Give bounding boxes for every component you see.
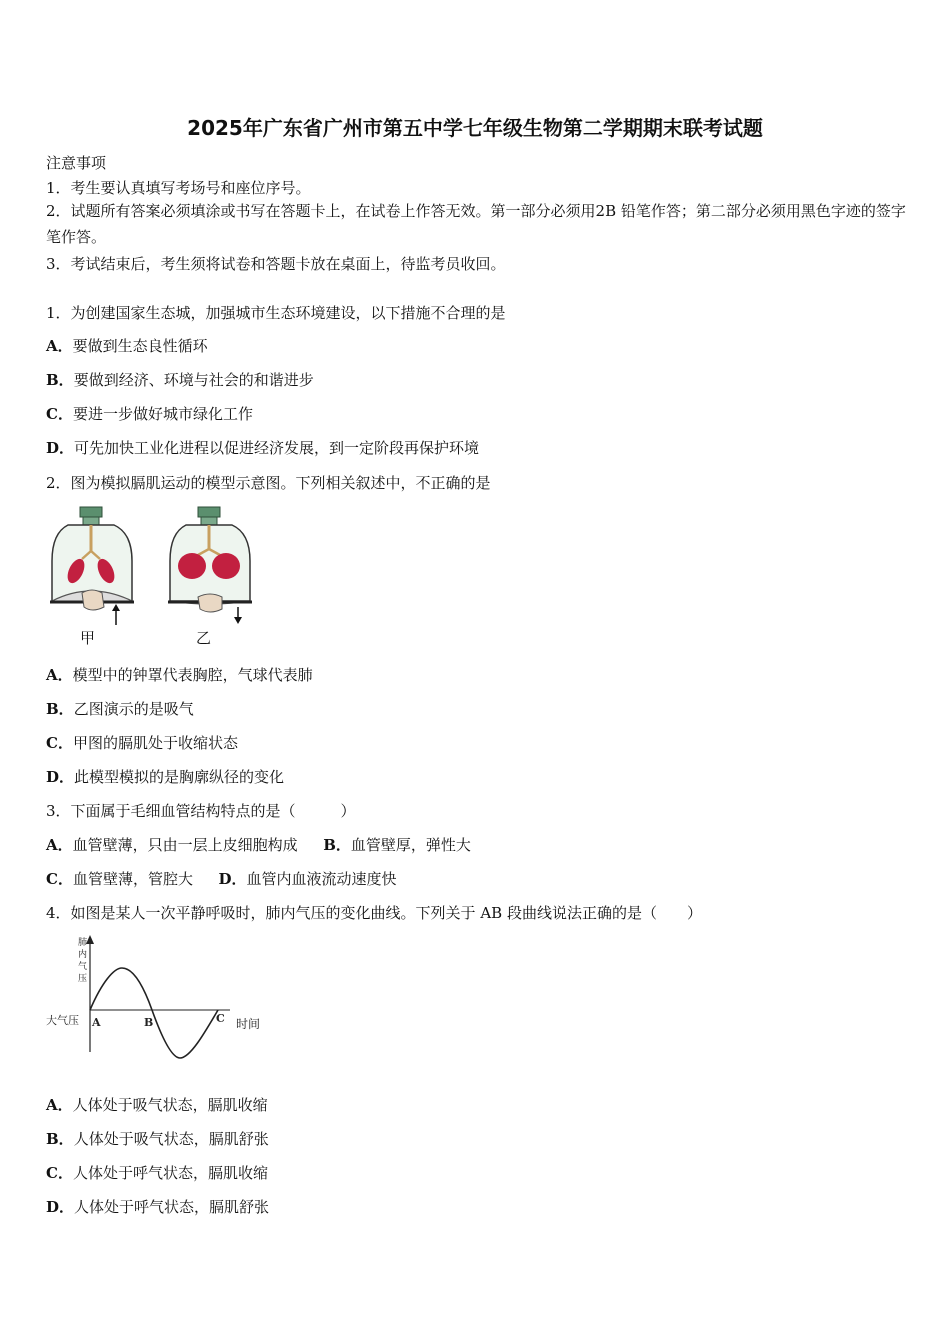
- page-title: 2025年广东省广州市第五中学七年级生物第二学期期末联考试题: [187, 116, 763, 140]
- q2-option-d: D．此模型模拟的是胸廓纵径的变化: [46, 768, 285, 786]
- q2-option-a: A．模型中的钟罩代表胸腔，气球代表肺: [46, 666, 313, 684]
- baseline-label: 大气压: [46, 1014, 79, 1027]
- q4-option-c: C．人体处于呼气状态，膈肌收缩: [46, 1164, 268, 1182]
- notice-heading: 注意事项: [46, 154, 107, 172]
- notice-item: 2．试题所有答案必须填涂或书写在答题卡上，在试卷上作答无效。第一部分必须用2B 铅笔作答；第二部分必须用黑色字迹的签字笔作答。: [46, 202, 906, 246]
- lung-pressure-chart: [40, 930, 270, 1065]
- point-b-label: B: [144, 1016, 154, 1029]
- x-axis-label: 时间: [236, 1017, 261, 1031]
- y-label-char: 内: [78, 950, 88, 960]
- q2-option-c: C．甲图的膈肌处于收缩状态: [46, 734, 238, 752]
- diaphragm-model-figure: [46, 503, 261, 653]
- question-4-stem: 4．如图是某人一次平静呼吸时，肺内气压的变化曲线。下列关于 AB 段曲线说法正确的是（ ）: [46, 904, 702, 922]
- bell-jar-yi: [168, 507, 252, 647]
- question-2-stem: 2．图为模拟膈肌运动的模型示意图。下列相关叙述中，不正确的是: [46, 474, 491, 492]
- y-label-char: 肺: [78, 938, 88, 948]
- notice-item: 3．考试结束后，考生须将试卷和答题卡放在桌面上，待监考员收回。: [46, 255, 506, 273]
- q4-option-d: D．人体处于呼气状态，膈肌舒张: [46, 1198, 270, 1216]
- q1-option-c: C．要进一步做好城市绿化工作: [46, 405, 253, 423]
- figure-label-yi: 乙: [196, 629, 212, 647]
- q1-option-b: B．要做到经济、环境与社会的和谐进步: [46, 371, 314, 389]
- point-c-label: C: [216, 1012, 225, 1025]
- q4-option-a: A．人体处于吸气状态，膈肌收缩: [46, 1096, 268, 1114]
- q2-option-b: B．乙图演示的是吸气: [46, 700, 194, 718]
- bell-jar-jia: [50, 507, 134, 647]
- point-a-label: A: [92, 1016, 101, 1029]
- q1-option-a: A．要做到生态良性循环: [46, 337, 208, 355]
- question-1-stem: 1．为创建国家生态城，加强城市生态环境建设，以下措施不合理的是: [46, 304, 506, 322]
- question-3-stem: 3．下面属于毛细血管结构特点的是（ ）: [46, 802, 356, 820]
- q4-option-b: B．人体处于吸气状态，膈肌舒张: [46, 1130, 269, 1148]
- q1-option-d: D．可先加快工业化进程以促进经济发展，到一定阶段再保护环境: [46, 439, 480, 457]
- y-label-char: 压: [78, 974, 88, 984]
- q3-options-row-2: C．血管壁薄，管腔大 D．血管内血液流动速度快: [46, 870, 397, 888]
- notice-item: 1．考生要认真填写考场号和座位序号。: [46, 179, 311, 197]
- y-label-char: 气: [78, 962, 88, 972]
- figure-label-jia: 甲: [80, 629, 96, 647]
- pressure-curve: [90, 968, 218, 1058]
- q3-options-row-1: A．血管壁薄，只由一层上皮细胞构成 B．血管壁厚，弹性大: [46, 836, 471, 854]
